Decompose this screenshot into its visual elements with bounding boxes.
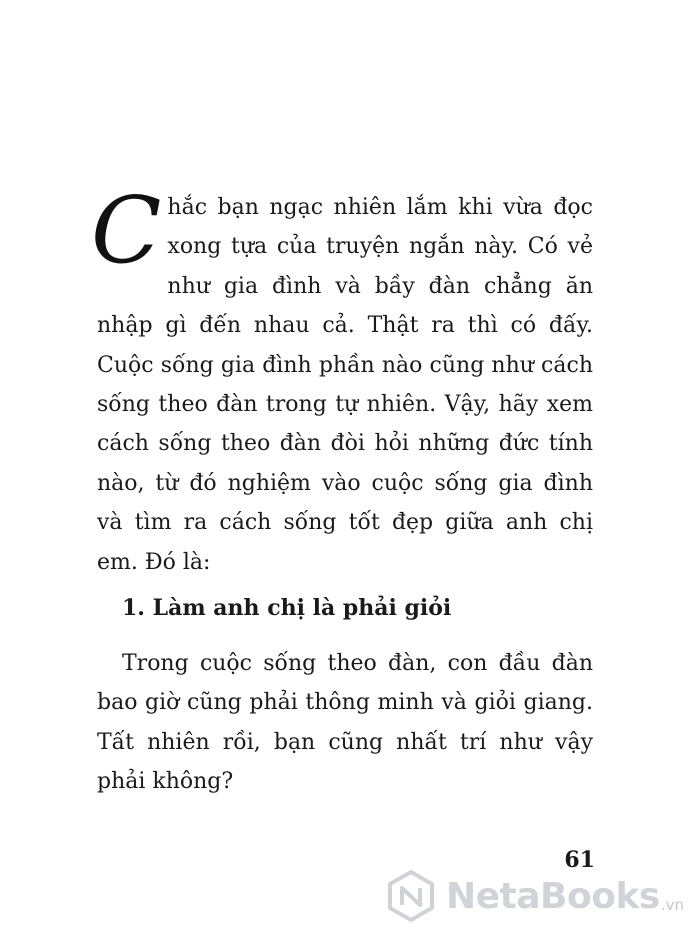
drop-cap: C (91, 177, 162, 284)
page-number: 61 (564, 847, 595, 873)
intro-text: hắc bạn ngạc nhiên lắm khi vừa đọc xong tựa của truyện ngắn này. Có vẻ như gia đình và bầy đàn chẳng ăn nhập gì đến nhau cả. Thật ra thì có đấy. Cuộc sống gia đình phần nào cũng như cách sống theo đàn trong tự nhiên. Vậy, hãy xem cách sống theo đàn đòi hỏi những đức tính nào, từ đó nghiệm vào cuộc sống gia đình và tìm ra cách sống tốt đẹp giữa anh chị em. Đó là: (97, 195, 593, 575)
netabooks-logo-icon (384, 869, 438, 923)
section-heading: 1. Làm anh chị là phải giỏi (122, 595, 452, 621)
intro-paragraph (91, 177, 593, 582)
section-paragraph: Trong cuộc sống theo đàn, con đầu đàn bao giờ cũng phải thông minh và giỏi giang. Tất nhiên rồi, bạn cũng nhất trí như vậy phải không? (97, 651, 593, 795)
watermark-brand: NetaBooks (446, 875, 660, 917)
watermark (384, 868, 694, 924)
watermark-suffix: .vn (660, 896, 684, 914)
